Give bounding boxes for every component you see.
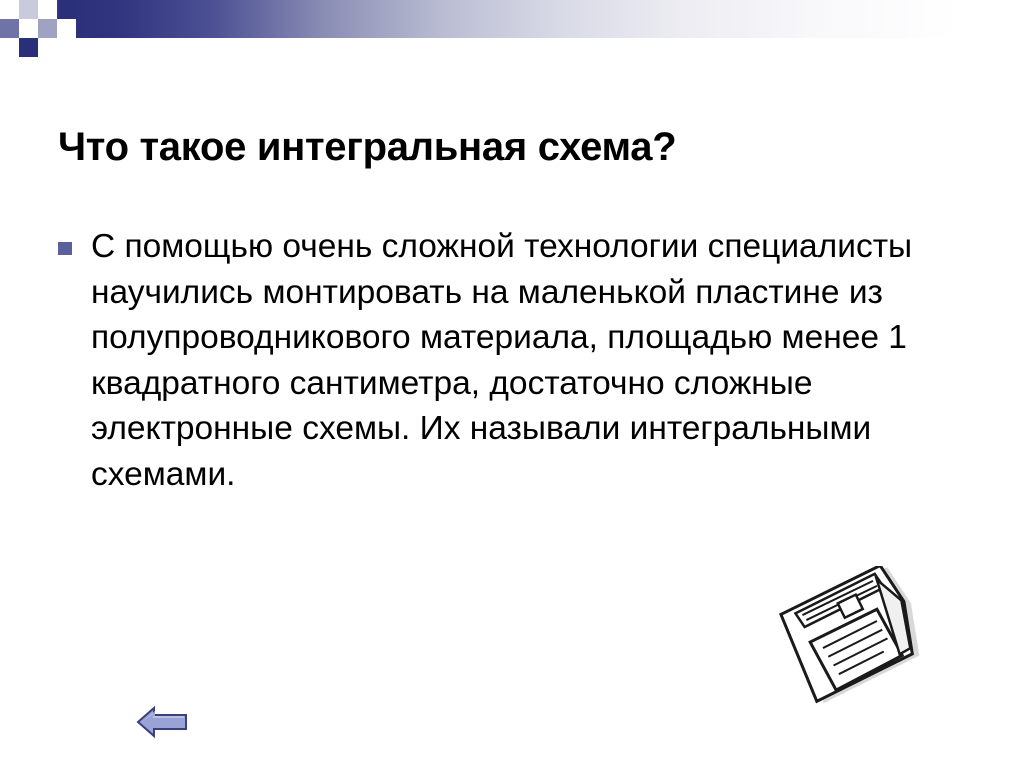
mosaic-square (38, 19, 57, 38)
mosaic-square (19, 19, 38, 38)
mosaic-square (38, 38, 57, 57)
mosaic-square (57, 19, 76, 38)
mosaic-square (0, 38, 19, 57)
back-arrow-button[interactable] (136, 704, 188, 740)
printer-clipart (762, 566, 942, 726)
page-title: Что такое интегральная схема? (58, 124, 677, 169)
mosaic-square (0, 19, 19, 38)
mosaic-square (0, 57, 19, 76)
mosaic-square (19, 0, 38, 19)
mosaic-square (38, 0, 57, 19)
header-decoration-band (0, 0, 1024, 76)
gradient-stripe (0, 0, 1024, 38)
slide-body (58, 224, 948, 497)
mosaic-square (57, 38, 76, 57)
bullet-text: С помощью очень сложной технологии специалисты научились монтировать на маленькой пластине из полупроводникового материала, площадью менее 1 квадратного сантиметра, достаточно сложные электронные схемы. Их называли интегральными схемами. (91, 228, 913, 493)
bullet-square-icon (58, 242, 72, 255)
printer-icon (762, 566, 942, 726)
list-item (58, 224, 948, 497)
back-arrow-icon (136, 704, 188, 740)
mosaic-square (19, 38, 38, 57)
mosaic-square (0, 0, 19, 19)
